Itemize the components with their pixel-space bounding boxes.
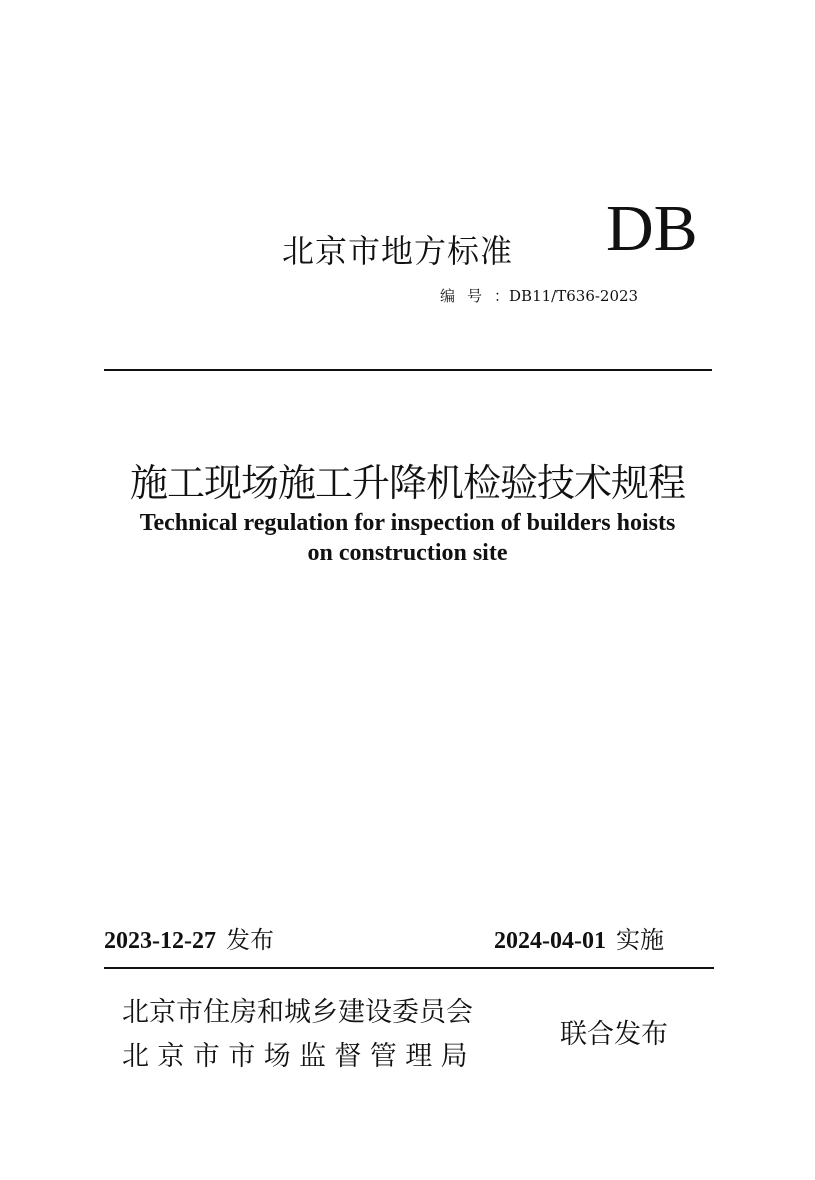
issue-date-block — [104, 920, 274, 955]
title-chinese: 施工现场施工升降机检验技术规程 — [129, 461, 685, 505]
issuer-market-regulation: 北京市市场监督管理局 — [122, 1041, 476, 1072]
standard-code: DB — [606, 192, 698, 265]
issue-date: 2023-12-27 — [104, 928, 216, 954]
title-english — [0, 508, 815, 568]
implement-label: 实施 — [615, 926, 664, 954]
implement-date: 2024-04-01 — [494, 928, 606, 954]
document-number-separator: ： — [494, 287, 510, 305]
document-number-value: DB11/T636-2023 — [509, 287, 639, 305]
title-english-line-1: Technical regulation for inspection of builders hoists — [139, 510, 676, 536]
document-number — [440, 285, 638, 306]
bottom-divider — [104, 967, 714, 969]
issuer-housing-commission: 北京市住房和城乡建设委员会 — [122, 997, 473, 1028]
issue-label: 发布 — [225, 926, 274, 954]
title-english-line-2: on construction site — [307, 540, 508, 566]
document-number-label: 编号 — [440, 287, 495, 305]
standard-title: 北京市地方标准 — [282, 232, 514, 270]
top-divider — [104, 369, 712, 371]
joint-issue-label: 联合发布 — [560, 1019, 668, 1050]
implement-date-block — [494, 920, 664, 955]
